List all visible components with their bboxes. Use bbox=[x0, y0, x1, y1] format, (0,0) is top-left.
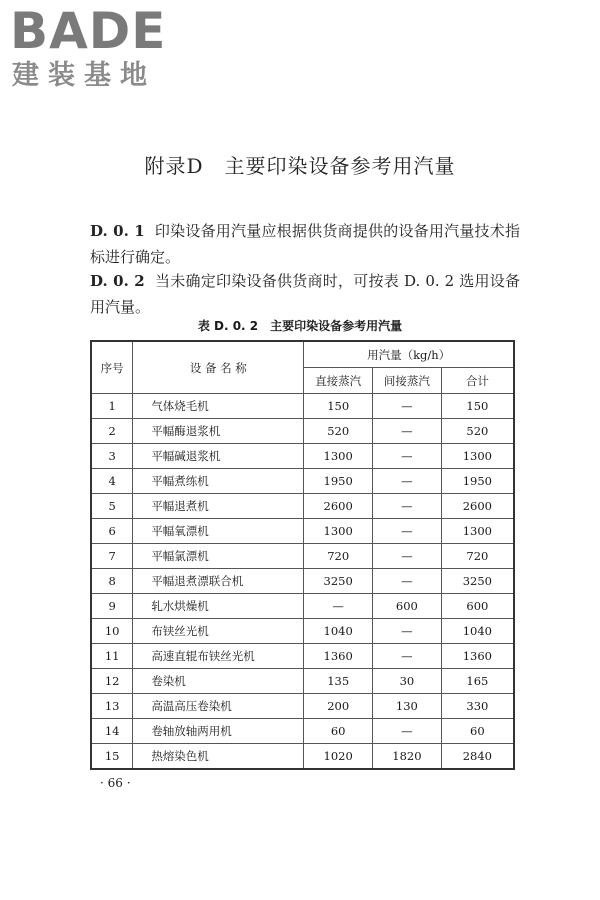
cell-indirect-steam: — bbox=[373, 544, 442, 569]
cell-index: 13 bbox=[91, 694, 133, 719]
cell-direct-steam: 1360 bbox=[304, 644, 373, 669]
cell-index: 2 bbox=[91, 419, 133, 444]
header-total: 合计 bbox=[441, 368, 514, 394]
cell-total: 720 bbox=[441, 544, 514, 569]
cell-total: 3250 bbox=[441, 569, 514, 594]
cell-total: 165 bbox=[441, 669, 514, 694]
table-row bbox=[91, 519, 514, 544]
cell-direct-steam: 60 bbox=[304, 719, 373, 744]
cell-total: 600 bbox=[441, 594, 514, 619]
header-consumption: 用汽量（kg/h） bbox=[304, 341, 514, 368]
cell-indirect-steam: — bbox=[373, 394, 442, 419]
cell-equipment-name: 轧水烘燥机 bbox=[133, 594, 304, 619]
table-row bbox=[91, 394, 514, 419]
cell-total: 2600 bbox=[441, 494, 514, 519]
cell-index: 6 bbox=[91, 519, 133, 544]
cell-equipment-name: 平幅酶退浆机 bbox=[133, 419, 304, 444]
cell-indirect-steam: — bbox=[373, 494, 442, 519]
cell-index: 10 bbox=[91, 619, 133, 644]
paragraph-text: 印染设备用汽量应根据供货商提供的设备用汽量技术指标进行确定。 bbox=[90, 222, 520, 266]
cell-total: 330 bbox=[441, 694, 514, 719]
header-direct-steam: 直接蒸汽 bbox=[304, 368, 373, 394]
paragraph-d02 bbox=[90, 268, 520, 320]
paragraph-number: D. 0. 1 bbox=[90, 222, 145, 240]
cell-indirect-steam: — bbox=[373, 419, 442, 444]
cell-equipment-name: 平幅退煮漂联合机 bbox=[133, 569, 304, 594]
cell-index: 11 bbox=[91, 644, 133, 669]
cell-index: 12 bbox=[91, 669, 133, 694]
table-row bbox=[91, 469, 514, 494]
table-row bbox=[91, 669, 514, 694]
cell-equipment-name: 平幅退煮机 bbox=[133, 494, 304, 519]
cell-equipment-name: 高温高压卷染机 bbox=[133, 694, 304, 719]
logo-wordmark: BADE bbox=[10, 2, 167, 60]
cell-total: 1360 bbox=[441, 644, 514, 669]
cell-total: 520 bbox=[441, 419, 514, 444]
cell-total: 1040 bbox=[441, 619, 514, 644]
cell-equipment-name: 气体烧毛机 bbox=[133, 394, 304, 419]
table-row bbox=[91, 619, 514, 644]
table-row bbox=[91, 594, 514, 619]
cell-indirect-steam: — bbox=[373, 519, 442, 544]
table-caption bbox=[0, 317, 600, 334]
cell-indirect-steam: — bbox=[373, 469, 442, 494]
cell-indirect-steam: 30 bbox=[373, 669, 442, 694]
cell-equipment-name: 热熔染色机 bbox=[133, 744, 304, 770]
cell-total: 150 bbox=[441, 394, 514, 419]
cell-direct-steam: 135 bbox=[304, 669, 373, 694]
cell-index: 9 bbox=[91, 594, 133, 619]
cell-direct-steam: 1040 bbox=[304, 619, 373, 644]
header-indirect-steam: 间接蒸汽 bbox=[373, 368, 442, 394]
cell-indirect-steam: — bbox=[373, 719, 442, 744]
cell-indirect-steam: 1820 bbox=[373, 744, 442, 770]
cell-equipment-name: 平幅氧漂机 bbox=[133, 519, 304, 544]
logo bbox=[10, 4, 180, 96]
header-name: 设 备 名 称 bbox=[133, 341, 304, 394]
table-body bbox=[91, 394, 514, 770]
table-row bbox=[91, 719, 514, 744]
cell-equipment-name: 平幅煮练机 bbox=[133, 469, 304, 494]
paragraph-text: 当未确定印染设备供货商时，可按表 D. 0. 2 选用设备用汽量。 bbox=[90, 272, 520, 316]
cell-total: 60 bbox=[441, 719, 514, 744]
cell-direct-steam: 150 bbox=[304, 394, 373, 419]
table-row bbox=[91, 569, 514, 594]
table-row bbox=[91, 644, 514, 669]
cell-direct-steam: 200 bbox=[304, 694, 373, 719]
cell-equipment-name: 高速直辊布铗丝光机 bbox=[133, 644, 304, 669]
cell-equipment-name: 布铗丝光机 bbox=[133, 619, 304, 644]
table-row bbox=[91, 744, 514, 770]
cell-indirect-steam: — bbox=[373, 569, 442, 594]
table-row bbox=[91, 544, 514, 569]
cell-total: 1300 bbox=[441, 444, 514, 469]
cell-direct-steam: 520 bbox=[304, 419, 373, 444]
table-row bbox=[91, 494, 514, 519]
page-number: · 66 · bbox=[100, 776, 131, 790]
cell-index: 14 bbox=[91, 719, 133, 744]
cell-direct-steam: 1950 bbox=[304, 469, 373, 494]
steam-consumption-table bbox=[90, 340, 515, 770]
cell-indirect-steam: — bbox=[373, 619, 442, 644]
cell-index: 15 bbox=[91, 744, 133, 770]
cell-index: 7 bbox=[91, 544, 133, 569]
cell-equipment-name: 平幅氯漂机 bbox=[133, 544, 304, 569]
paragraph-d01 bbox=[90, 218, 520, 270]
table-caption-number: 表 D. 0. 2 bbox=[197, 319, 259, 333]
cell-indirect-steam: 600 bbox=[373, 594, 442, 619]
cell-indirect-steam: 130 bbox=[373, 694, 442, 719]
table-row bbox=[91, 444, 514, 469]
cell-total: 1300 bbox=[441, 519, 514, 544]
cell-direct-steam: 720 bbox=[304, 544, 373, 569]
cell-direct-steam: 3250 bbox=[304, 569, 373, 594]
cell-direct-steam: 1300 bbox=[304, 519, 373, 544]
paragraph-number: D. 0. 2 bbox=[90, 272, 145, 290]
cell-index: 8 bbox=[91, 569, 133, 594]
cell-index: 5 bbox=[91, 494, 133, 519]
cell-equipment-name: 卷染机 bbox=[133, 669, 304, 694]
cell-total: 1950 bbox=[441, 469, 514, 494]
cell-indirect-steam: — bbox=[373, 644, 442, 669]
logo-subtitle: 建装基地 bbox=[12, 60, 156, 91]
table-row bbox=[91, 419, 514, 444]
cell-direct-steam: 1020 bbox=[304, 744, 373, 770]
header-index: 序号 bbox=[91, 341, 133, 394]
cell-direct-steam: 1300 bbox=[304, 444, 373, 469]
cell-index: 4 bbox=[91, 469, 133, 494]
cell-direct-steam: 2600 bbox=[304, 494, 373, 519]
table-caption-title: 主要印染设备参考用汽量 bbox=[270, 319, 403, 333]
cell-direct-steam: — bbox=[304, 594, 373, 619]
cell-equipment-name: 卷轴放轴两用机 bbox=[133, 719, 304, 744]
cell-total: 2840 bbox=[441, 744, 514, 770]
cell-index: 3 bbox=[91, 444, 133, 469]
table-row bbox=[91, 694, 514, 719]
cell-index: 1 bbox=[91, 394, 133, 419]
cell-equipment-name: 平幅碱退浆机 bbox=[133, 444, 304, 469]
cell-indirect-steam: — bbox=[373, 444, 442, 469]
appendix-title: 附录D 主要印染设备参考用汽量 bbox=[144, 154, 456, 178]
